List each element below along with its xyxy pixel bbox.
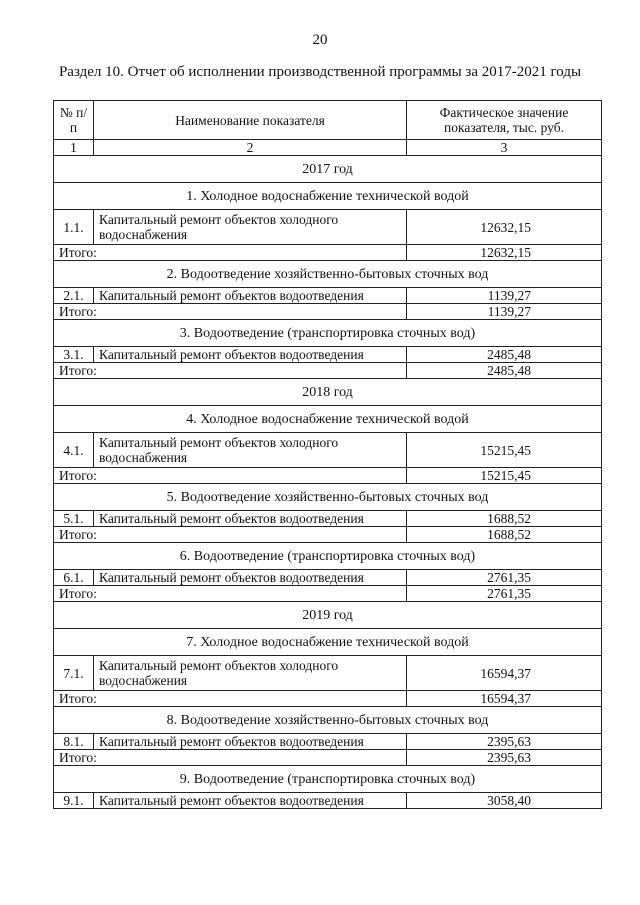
group-heading-row xyxy=(54,543,602,570)
group-heading-row xyxy=(54,320,602,347)
total-value: 2485,48 xyxy=(407,363,602,379)
total-row xyxy=(54,304,602,320)
total-label: Итого: xyxy=(54,527,407,543)
total-label: Итого: xyxy=(54,586,407,602)
total-value: 12632,15 xyxy=(407,245,602,261)
total-label: Итого: xyxy=(54,750,407,766)
header-col-value: Фактическое значение показателя, тыс. руб. xyxy=(407,101,602,140)
total-value: 16594,37 xyxy=(407,691,602,707)
item-number: 5.1. xyxy=(54,511,94,527)
table-row xyxy=(54,433,602,468)
table-row xyxy=(54,656,602,691)
item-name: Капитальный ремонт объектов водоотведения xyxy=(94,511,407,527)
total-row xyxy=(54,468,602,484)
year-label: 2018 год xyxy=(54,379,602,406)
total-label: Итого: xyxy=(54,468,407,484)
group-title: 4. Холодное водоснабжение технической водой xyxy=(54,406,602,433)
group-heading-row xyxy=(54,766,602,793)
total-value: 1139,27 xyxy=(407,304,602,320)
item-value: 2395,63 xyxy=(407,734,602,750)
item-value: 1688,52 xyxy=(407,511,602,527)
total-label: Итого: xyxy=(54,245,407,261)
group-title: 9. Водоотведение (транспортировка сточных вод) xyxy=(54,766,602,793)
total-value: 2395,63 xyxy=(407,750,602,766)
item-name: Капитальный ремонт объектов водоотведения xyxy=(94,570,407,586)
header-col-num: № п/п xyxy=(54,101,94,140)
item-number: 4.1. xyxy=(54,433,94,468)
item-name: Капитальный ремонт объектов водоотведения xyxy=(94,734,407,750)
year-row xyxy=(54,156,602,183)
item-name: Капитальный ремонт объектов водоотведения xyxy=(94,288,407,304)
total-value: 1688,52 xyxy=(407,527,602,543)
total-row xyxy=(54,363,602,379)
table-row xyxy=(54,793,602,809)
table-row xyxy=(54,734,602,750)
item-name: Капитальный ремонт объектов водоотведения xyxy=(94,347,407,363)
group-title: 3. Водоотведение (транспортировка сточных вод) xyxy=(54,320,602,347)
year-label: 2017 год xyxy=(54,156,602,183)
total-row xyxy=(54,527,602,543)
year-row xyxy=(54,379,602,406)
group-title: 7. Холодное водоснабжение технической водой xyxy=(54,629,602,656)
group-title: 6. Водоотведение (транспортировка сточных вод) xyxy=(54,543,602,570)
year-label: 2019 год xyxy=(54,602,602,629)
total-value: 2761,35 xyxy=(407,586,602,602)
item-number: 2.1. xyxy=(54,288,94,304)
column-index-3: 3 xyxy=(407,140,602,156)
table-row xyxy=(54,570,602,586)
header-col-name: Наименование показателя xyxy=(94,101,407,140)
item-value: 1139,27 xyxy=(407,288,602,304)
group-heading-row xyxy=(54,261,602,288)
table-row xyxy=(54,347,602,363)
table-row xyxy=(54,288,602,304)
item-name: Капитальный ремонт объектов холодного водоснабжения xyxy=(94,433,407,468)
item-value: 12632,15 xyxy=(407,210,602,245)
total-row xyxy=(54,586,602,602)
total-label: Итого: xyxy=(54,363,407,379)
item-number: 8.1. xyxy=(54,734,94,750)
group-heading-row xyxy=(54,406,602,433)
table-row xyxy=(54,511,602,527)
item-value: 16594,37 xyxy=(407,656,602,691)
group-heading-row xyxy=(54,707,602,734)
report-table-body xyxy=(54,101,602,809)
report-table xyxy=(53,100,602,809)
column-index-1: 1 xyxy=(54,140,94,156)
column-index-2: 2 xyxy=(94,140,407,156)
item-name: Капитальный ремонт объектов холодного водоснабжения xyxy=(94,210,407,245)
column-index-row xyxy=(54,140,602,156)
item-number: 9.1. xyxy=(54,793,94,809)
table-row xyxy=(54,210,602,245)
item-number: 1.1. xyxy=(54,210,94,245)
total-label: Итого: xyxy=(54,691,407,707)
group-heading-row xyxy=(54,629,602,656)
group-title: 1. Холодное водоснабжение технической водой xyxy=(54,183,602,210)
group-heading-row xyxy=(54,484,602,511)
total-row xyxy=(54,750,602,766)
year-row xyxy=(54,602,602,629)
item-number: 3.1. xyxy=(54,347,94,363)
total-label: Итого: xyxy=(54,304,407,320)
total-row xyxy=(54,691,602,707)
item-value: 3058,40 xyxy=(407,793,602,809)
group-title: 5. Водоотведение хозяйственно-бытовых сточных вод xyxy=(54,484,602,511)
item-value: 15215,45 xyxy=(407,433,602,468)
group-title: 8. Водоотведение хозяйственно-бытовых сточных вод xyxy=(54,707,602,734)
item-name: Капитальный ремонт объектов водоотведения xyxy=(94,793,407,809)
page-number: 20 xyxy=(312,32,328,48)
item-number: 7.1. xyxy=(54,656,94,691)
item-name: Капитальный ремонт объектов холодного водоснабжения xyxy=(94,656,407,691)
group-heading-row xyxy=(54,183,602,210)
group-title: 2. Водоотведение хозяйственно-бытовых сточных вод xyxy=(54,261,602,288)
total-row xyxy=(54,245,602,261)
section-title: Раздел 10. Отчет об исполнении производственной программы за 2017-2021 годы xyxy=(58,64,582,80)
item-number: 6.1. xyxy=(54,570,94,586)
item-value: 2485,48 xyxy=(407,347,602,363)
header-row xyxy=(54,101,602,140)
item-value: 2761,35 xyxy=(407,570,602,586)
total-value: 15215,45 xyxy=(407,468,602,484)
